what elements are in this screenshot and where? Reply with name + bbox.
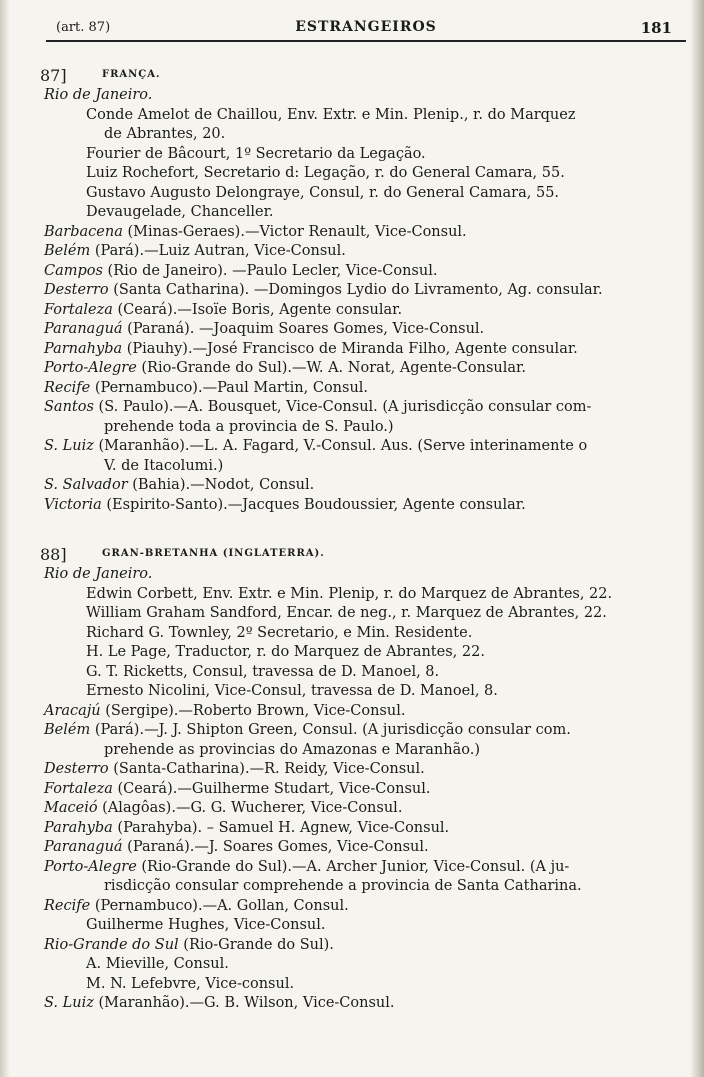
entry-text: Ernesto Nicolini, Vice-Consul, travessa de D. Manoel, 8. bbox=[86, 683, 498, 699]
entry-text: (Rio-Grande do Sul).—A. Archer Junior, Vice-Consul. (A ju- bbox=[136, 858, 570, 875]
entry-line bbox=[40, 663, 686, 683]
entry-line bbox=[40, 838, 686, 858]
place-name: Rio-Grande do Sul bbox=[44, 936, 179, 953]
place-name: Belém bbox=[44, 243, 91, 259]
entry-line bbox=[40, 281, 686, 301]
section-lines bbox=[40, 86, 686, 515]
entry-text: Gustavo Augusto Delongraye, Consul, r. do General Camara, 55. bbox=[86, 184, 560, 201]
entry-text: (Rio de Janeiro). —Paulo Lecler, Vice-Consul. bbox=[102, 262, 438, 279]
place-name: Recife bbox=[44, 379, 91, 396]
place-name: Rio de Janeiro. bbox=[44, 566, 153, 582]
section-lines bbox=[40, 565, 686, 1014]
entry-line bbox=[40, 702, 686, 722]
section-heading bbox=[40, 545, 686, 565]
place-name: Paranaguá bbox=[44, 839, 123, 855]
entry-line bbox=[40, 682, 686, 702]
entry-line bbox=[40, 223, 686, 243]
place-name: Rio de Janeiro. bbox=[44, 87, 153, 103]
place-name: Parnahyba bbox=[44, 340, 123, 357]
entry-line bbox=[40, 184, 686, 204]
entry-line bbox=[40, 359, 686, 379]
entry-line bbox=[40, 301, 686, 321]
place-name: S. Luiz bbox=[44, 995, 94, 1011]
entry-line bbox=[40, 741, 686, 761]
entry-line bbox=[40, 799, 686, 819]
entry-text: Conde Amelot de Chaillou, Env. Extr. e Min. Plenip., r. do Marquez bbox=[86, 106, 576, 123]
entry-line bbox=[40, 320, 686, 340]
entry-line bbox=[40, 858, 686, 878]
place-name: S. Salvador bbox=[44, 477, 128, 493]
entry-line bbox=[40, 975, 686, 995]
section-gran-bretanha bbox=[40, 545, 686, 1014]
entry-line bbox=[40, 760, 686, 780]
entry-line bbox=[40, 624, 686, 644]
page-edge-left bbox=[0, 0, 10, 1077]
entry-line bbox=[40, 86, 686, 106]
entry-text: (Rio-Grande do Sul).—W. A. Norat, Agente-Consular. bbox=[136, 360, 526, 376]
entry-line bbox=[40, 476, 686, 496]
entry-text: (Pernambuco).—A. Gollan, Consul. bbox=[90, 897, 349, 914]
entry-line bbox=[40, 106, 686, 126]
place-name: Victoria bbox=[44, 496, 102, 513]
entry-text: (Parahyba). – Samuel H. Agnew, Vice-Consul. bbox=[112, 819, 450, 836]
entry-text: Devaugelade, Chanceller. bbox=[86, 204, 274, 220]
entry-text: Richard G. Townley, 2º Secretario, e Min. Residente. bbox=[86, 624, 473, 641]
entry-text: A. Mieville, Consul. bbox=[86, 956, 229, 972]
entry-text: (Sergipe).—Roberto Brown, Vice-Consul. bbox=[100, 702, 406, 719]
entry-text: risdicção consular comprehende a provincia de Santa Catharina. bbox=[104, 878, 582, 894]
place-name: Belém bbox=[44, 722, 91, 738]
entry-text: (Piauhy).—José Francisco de Miranda Filho, Agente consular. bbox=[122, 340, 578, 357]
entry-line bbox=[40, 643, 686, 663]
place-name: Maceió bbox=[44, 800, 98, 816]
entry-line bbox=[40, 340, 686, 360]
section-number: 87] bbox=[40, 66, 67, 85]
entry-text: (Bahia).—Nodot, Consul. bbox=[127, 477, 315, 493]
place-name: Desterro bbox=[44, 282, 109, 298]
entry-text: (Ceará).—Isoïe Boris, Agente consular. bbox=[112, 301, 403, 318]
entry-text: (Alagôas).—G. G. Wucherer, Vice-Consul. bbox=[97, 800, 403, 816]
entry-text: (Minas-Geraes).—Victor Renault, Vice-Consul. bbox=[122, 223, 467, 240]
entry-line bbox=[40, 164, 686, 184]
entry-line bbox=[40, 496, 686, 516]
entry-text: G. T. Ricketts, Consul, travessa de D. Manoel, 8. bbox=[86, 663, 440, 680]
place-name: Barbacena bbox=[44, 223, 123, 240]
entry-text: Edwin Corbett, Env. Extr. e Min. Plenip, r. do Marquez de Abrantes, 22. bbox=[86, 585, 613, 602]
place-name: Campos bbox=[44, 262, 103, 279]
entry-text: (Paraná).—J. Soares Gomes, Vice-Consul. bbox=[122, 839, 429, 855]
entry-text: Guilherme Hughes, Vice-Consul. bbox=[86, 917, 326, 933]
entry-text: (S. Paulo).—A. Bousquet, Vice-Consul. (A jurisdicção consular com- bbox=[93, 399, 592, 415]
entry-text: (Santa-Catharina).—R. Reidy, Vice-Consul. bbox=[108, 761, 425, 777]
entry-text: (Rio-Grande do Sul). bbox=[178, 936, 334, 953]
entry-text: (Pará).—J. J. Shipton Green, Consul. (A jurisdicção consular com. bbox=[90, 722, 571, 738]
entry-line bbox=[40, 457, 686, 477]
entry-line bbox=[40, 585, 686, 605]
entry-text: (Santa Catharina). —Domingos Lydio do Livramento, Ag. consular. bbox=[108, 282, 603, 298]
entry-text: (Pernambuco).—Paul Martin, Consul. bbox=[90, 379, 369, 396]
entry-line bbox=[40, 819, 686, 839]
entry-line bbox=[40, 125, 686, 145]
entry-line bbox=[40, 203, 686, 223]
entry-text: (Maranhão).—L. A. Fagard, V.-Consul. Aus. (Serve interinamente o bbox=[93, 438, 588, 454]
section-title: GRAN-BRETANHA (INGLATERRA). bbox=[102, 548, 325, 559]
entry-line bbox=[40, 721, 686, 741]
entry-line bbox=[40, 897, 686, 917]
place-name: S. Luiz bbox=[44, 438, 94, 454]
place-name: Porto-Alegre bbox=[44, 360, 137, 376]
place-name: Fortaleza bbox=[44, 780, 113, 797]
entry-text: (Maranhão).—G. B. Wilson, Vice-Consul. bbox=[93, 995, 395, 1011]
place-name: Recife bbox=[44, 897, 91, 914]
place-name: Parahyba bbox=[44, 819, 113, 836]
place-name: Desterro bbox=[44, 761, 109, 777]
entry-line bbox=[40, 418, 686, 438]
entry-text: Luiz Rochefort, Secretario d: Legação, r. do General Camara, 55. bbox=[86, 165, 565, 181]
entry-text: (Ceará).—Guilherme Studart, Vice-Consul. bbox=[112, 780, 431, 797]
entry-line bbox=[40, 877, 686, 897]
header-title: ESTRANGEIROS bbox=[295, 19, 437, 35]
entry-line bbox=[40, 994, 686, 1014]
entry-line bbox=[40, 437, 686, 457]
place-name: Aracajú bbox=[44, 702, 101, 719]
entry-text: prehende as provincias do Amazonas e Maranhão.) bbox=[104, 741, 480, 758]
place-name: Santos bbox=[44, 399, 94, 415]
entry-text: (Paraná). —Joaquim Soares Gomes, Vice-Consul. bbox=[122, 321, 485, 337]
entry-line bbox=[40, 565, 686, 585]
place-name: Paranaguá bbox=[44, 321, 123, 337]
section-franca bbox=[40, 66, 686, 515]
entry-line bbox=[40, 955, 686, 975]
entry-line bbox=[40, 936, 686, 956]
entry-text: M. N. Lefebvre, Vice-consul. bbox=[86, 975, 295, 992]
entry-text: H. Le Page, Traductor, r. do Marquez de Abrantes, 22. bbox=[86, 644, 485, 660]
entry-line bbox=[40, 604, 686, 624]
entry-text: V. de Itacolumi.) bbox=[104, 457, 224, 474]
header-page-number: 181 bbox=[640, 19, 672, 37]
entry-line bbox=[40, 379, 686, 399]
entry-text: William Graham Sandford, Encar. de neg., r. Marquez de Abrantes, 22. bbox=[86, 605, 607, 621]
section-number: 88] bbox=[40, 545, 67, 564]
entry-line bbox=[40, 145, 686, 165]
entry-text: (Pará).—Luiz Autran, Vice-Consul. bbox=[90, 243, 346, 259]
entry-line bbox=[40, 398, 686, 418]
entry-line bbox=[40, 916, 686, 936]
entry-text: de Abrantes, 20. bbox=[104, 126, 226, 142]
page-header bbox=[46, 18, 686, 42]
entry-text: Fourier de Bâcourt, 1º Secretario da Legação. bbox=[86, 145, 426, 162]
entry-line bbox=[40, 262, 686, 282]
section-heading bbox=[40, 66, 686, 86]
place-name: Porto-Alegre bbox=[44, 858, 137, 875]
section-title: FRANÇA. bbox=[102, 69, 161, 80]
entry-line bbox=[40, 242, 686, 262]
entry-text: prehende toda a provincia de S. Paulo.) bbox=[104, 418, 394, 435]
header-article-ref: (art. 87) bbox=[56, 20, 111, 35]
place-name: Fortaleza bbox=[44, 301, 113, 318]
page-edge-right bbox=[690, 0, 704, 1077]
entry-line bbox=[40, 780, 686, 800]
entry-text: (Espirito-Santo).—Jacques Boudoussier, Agente consular. bbox=[101, 496, 526, 513]
